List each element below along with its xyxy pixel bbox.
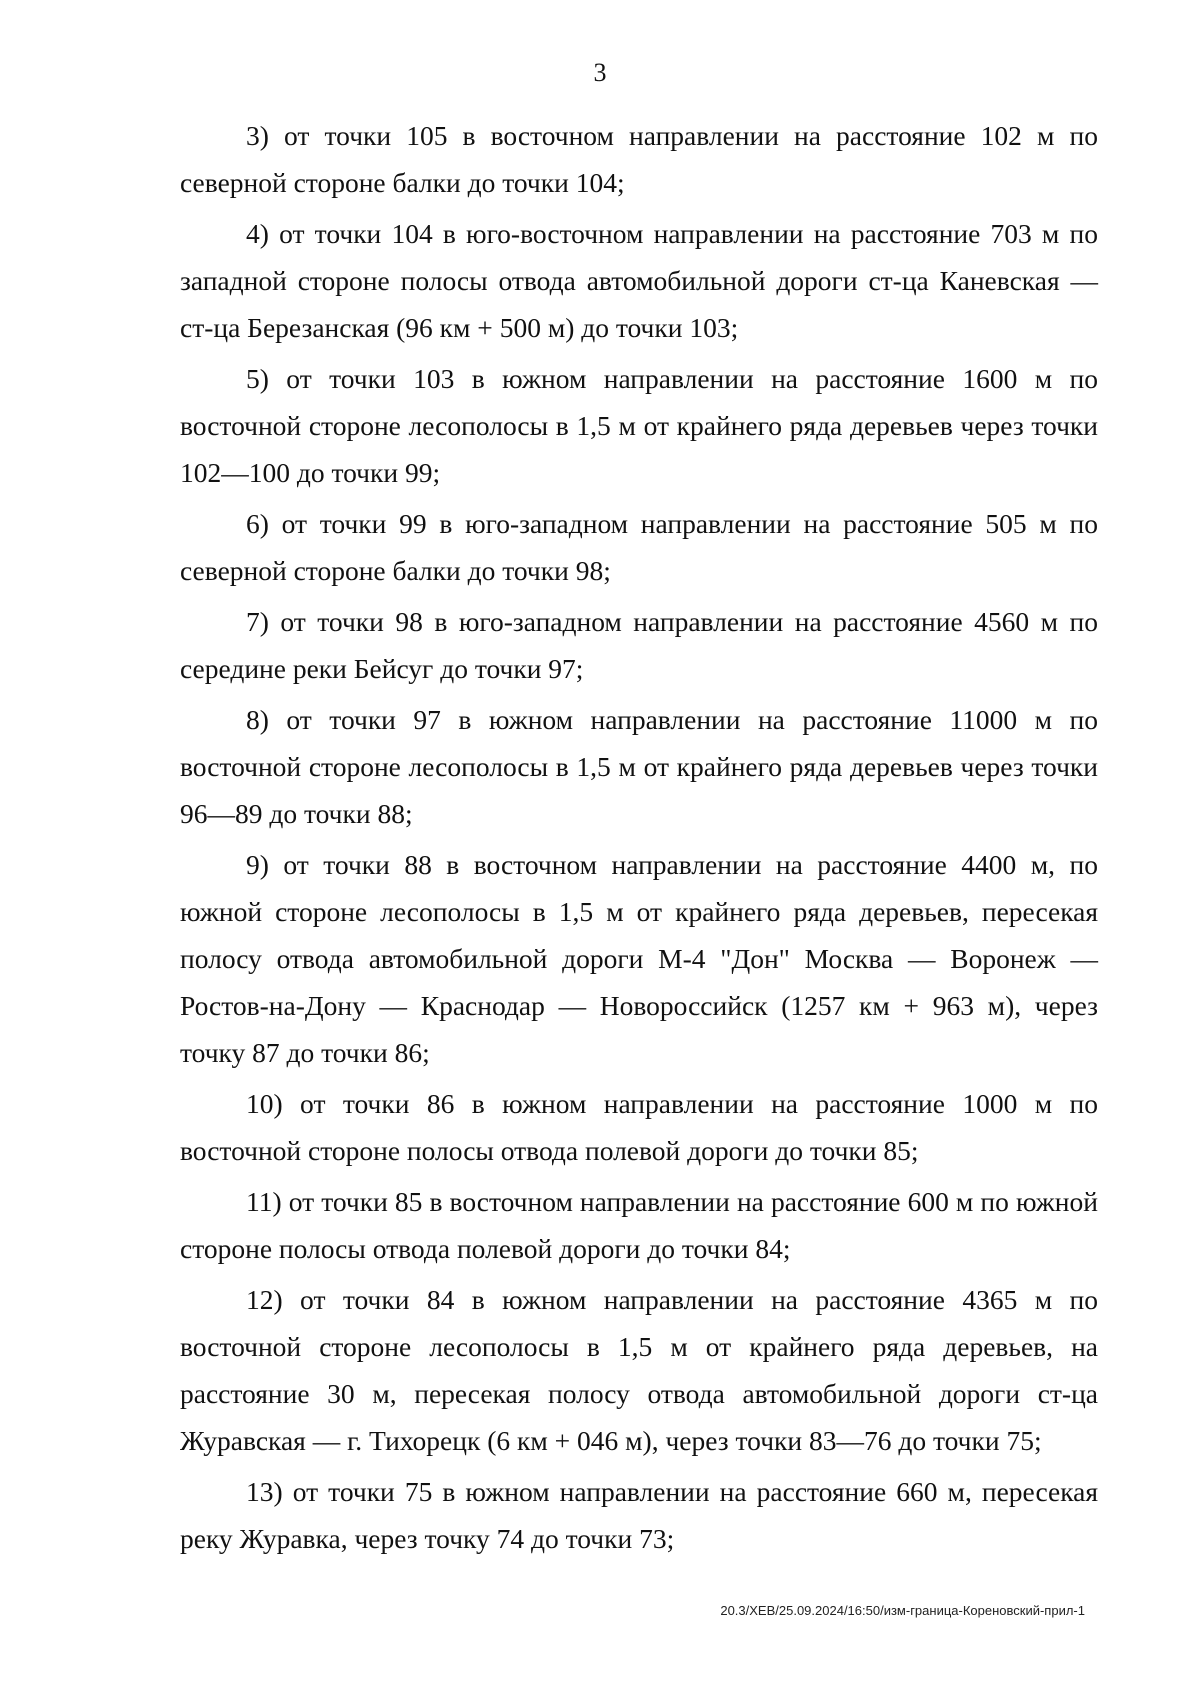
clause-9: 9) от точки 88 в восточном направлении на расстояние 4400 м, по южной стороне лесополосы в 1,5 м от крайнего ряда деревьев, пересекая полосу отвода автомобильной дороги М-4 "Дон" Москва — Воронеж — Ростов-на-Дону — Краснодар — Новороссийск (1257 км + 963 м), через точку 87 до точки 86; xyxy=(180,849,1098,1068)
document-footer-code: 20.3/ХЕВ/25.09.2024/16:50/изм-граница-Кореновский-прил-1 xyxy=(720,1603,1085,1618)
clause-8: 8) от точки 97 в южном направлении на расстояние 11000 м по восточной стороне лесополосы в 1,5 м от крайнего ряда деревьев через точки 96—89 до точки 88; xyxy=(180,704,1098,829)
clause-12: 12) от точки 84 в южном направлении на расстояние 4365 м по восточной стороне лесополосы в 1,5 м от крайнего ряда деревьев, на расстояние 30 м, пересекая полосу отвода автомобильной дороги ст-ца Журавская — г. Тихорецк (6 км + 046 м), через точки 83—76 до точки 75; xyxy=(180,1284,1098,1456)
clause-13: 13) от точки 75 в южном направлении на расстояние 660 м, пересекая реку Журавка, через точку 74 до точки 73; xyxy=(180,1476,1098,1554)
boundary-description xyxy=(180,112,1098,1566)
clause-7: 7) от точки 98 в юго-западном направлении на расстояние 4560 м по середине реки Бейсуг до точки 97; xyxy=(180,606,1098,684)
clause-5: 5) от точки 103 в южном направлении на расстояние 1600 м по восточной стороне лесополосы в 1,5 м от крайнего ряда деревьев через точки 102—100 до точки 99; xyxy=(180,363,1098,488)
page-number: 3 xyxy=(593,58,607,87)
clause-10: 10) от точки 86 в южном направлении на расстояние 1000 м по восточной стороне полосы отвода полевой дороги до точки 85; xyxy=(180,1088,1098,1166)
clause-11: 11) от точки 85 в восточном направлении на расстояние 600 м по южной стороне полосы отвода полевой дороги до точки 84; xyxy=(180,1186,1098,1264)
clause-4: 4) от точки 104 в юго-восточном направлении на расстояние 703 м по западной стороне полосы отвода автомобильной дороги ст-ца Каневская — ст-ца Березанская (96 км + 500 м) до точки 103; xyxy=(180,218,1098,343)
clause-6: 6) от точки 99 в юго-западном направлении на расстояние 505 м по северной стороне балки до точки 98; xyxy=(180,508,1098,586)
clause-3: 3) от точки 105 в восточном направлении на расстояние 102 м по северной стороне балки до точки 104; xyxy=(180,120,1098,198)
